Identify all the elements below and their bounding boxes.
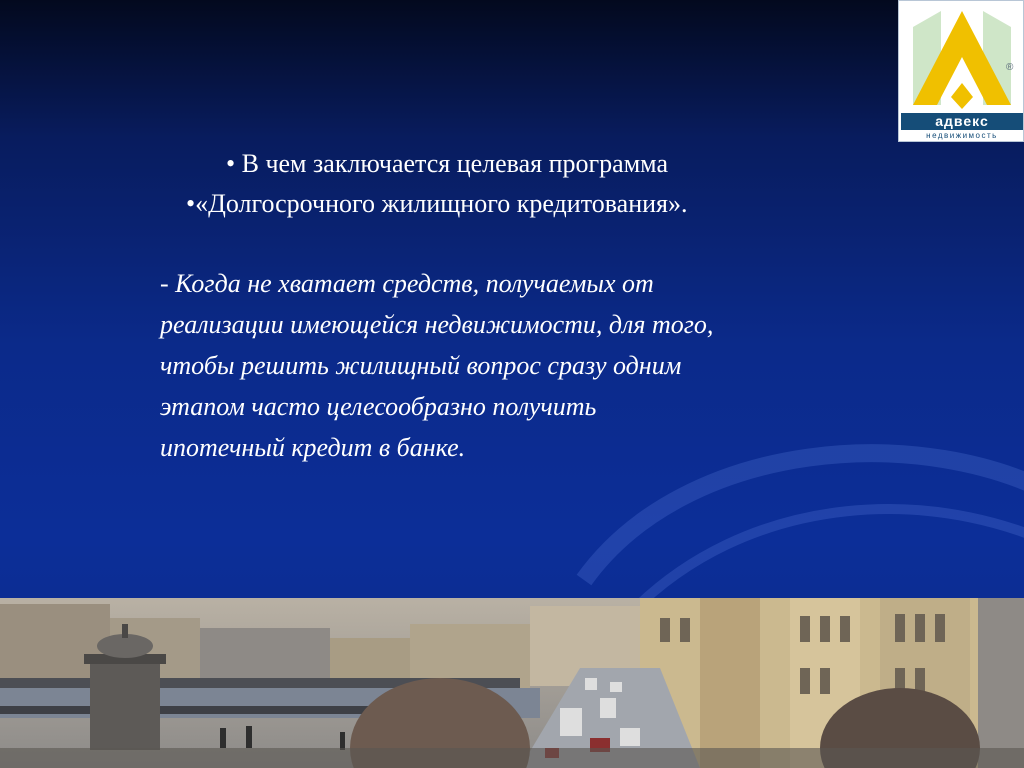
body-line-1: - Когда не хватает средств, получаемых от	[160, 269, 654, 298]
logo-subtitle: недвижимость	[926, 131, 998, 140]
registered-mark: ®	[1006, 62, 1014, 73]
body-line-2: реализации имеющейся недвижимости, для того,	[160, 310, 714, 339]
body-line-5: ипотечный кредит в банке.	[160, 433, 466, 462]
body-line-4: этапом часто целесообразно получить	[160, 392, 597, 421]
heading-line-1: • В чем заключается целевая программа	[226, 149, 668, 178]
slide-body	[160, 263, 920, 468]
body-line-3: чтобы решить жилищный вопрос сразу одним	[160, 351, 682, 380]
city-photo	[0, 598, 1024, 768]
logo-a-mark-icon	[899, 1, 1024, 119]
slide-heading	[186, 144, 876, 224]
logo-wordmark: адвекс	[901, 113, 1023, 130]
heading-line-2: •«Долгосрочного жилищного кредитования».	[186, 189, 688, 218]
